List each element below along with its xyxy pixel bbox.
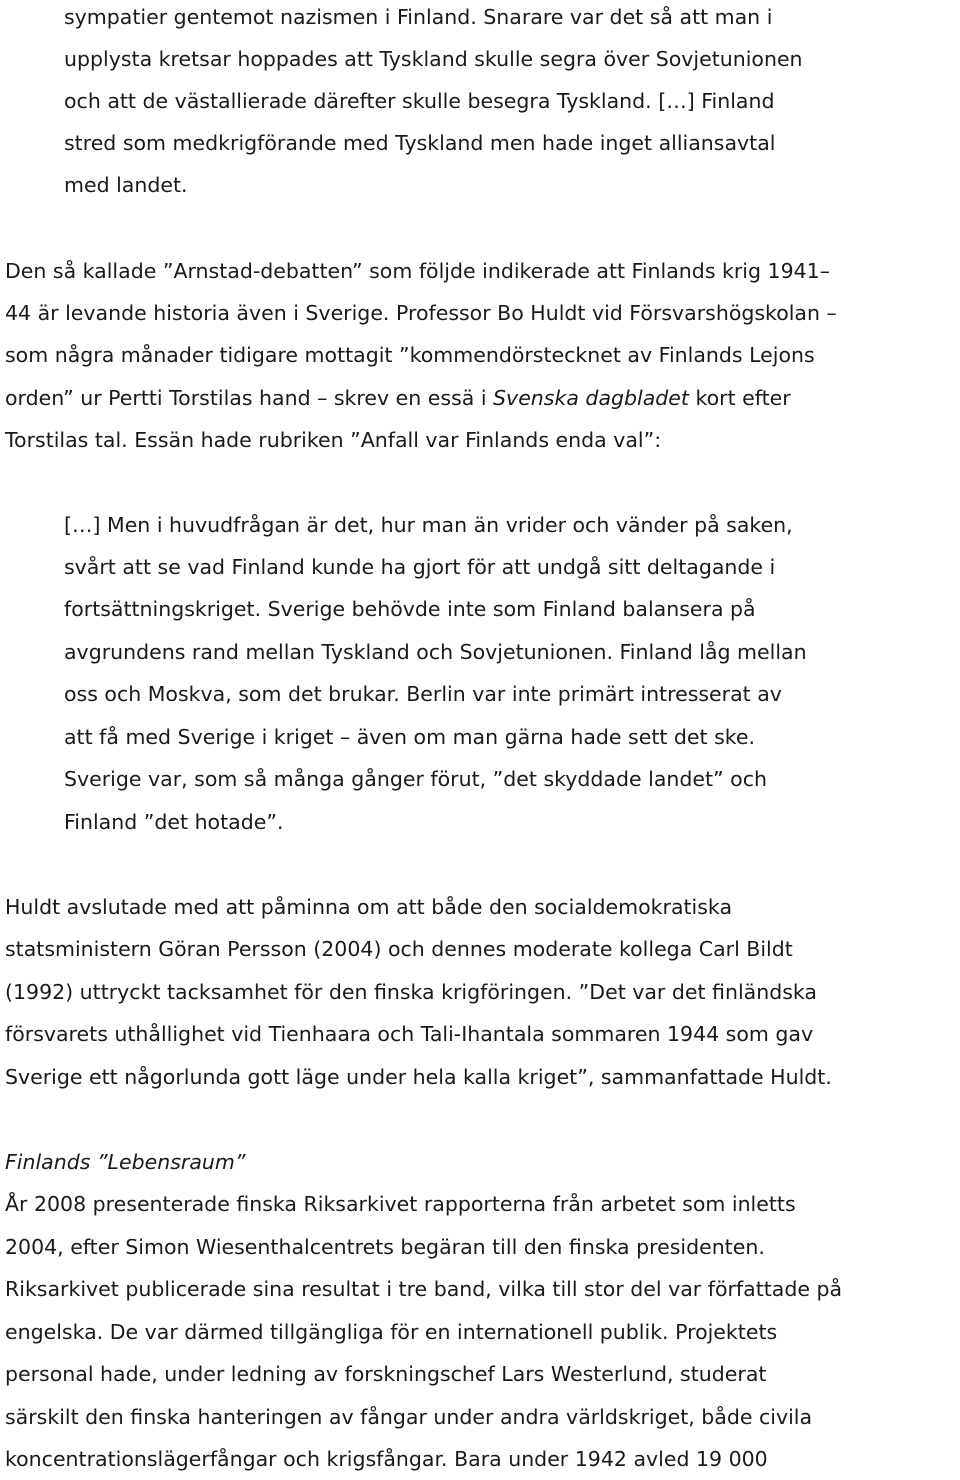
text-line: upplysta kretsar hoppades att Tyskland skulle segra över Sovjetunionen (64, 47, 803, 71)
text-line: med landet. (64, 173, 188, 197)
text-line: […] Men i huvudfrågan är det, hur man än vrider och vänder på saken, (64, 513, 793, 537)
text-line: Sverige var, som så många gånger förut, ”det skyddade landet” och (64, 767, 767, 791)
text-line: stred som medkrigförande med Tyskland men hade inget alliansavtal (64, 131, 776, 155)
text-line: svårt att se vad Finland kunde ha gjort för att undgå sitt deltagande i (64, 555, 776, 579)
section-heading-text: Finlands ”Lebensraum” (5, 1150, 246, 1174)
text-line: (1992) uttryckt tacksamhet för den finska krigföringen. ”Det var det finländska (5, 980, 817, 1004)
text-line: oss och Moskva, som det brukar. Berlin var inte primärt intresserat av (64, 682, 782, 706)
text-line: Riksarkivet publicerade sina resultat i tre band, vilka till stor del var författade på (5, 1277, 843, 1301)
text-line: fortsättningskriget. Sverige behövde inte som Finland balansera på (64, 597, 756, 621)
text-line: 2004, efter Simon Wiesenthalcentrets begäran till den finska presidenten. (5, 1235, 765, 1259)
text-line: Torstilas tal. Essän hade rubriken ”Anfall var Finlands enda val”: (5, 428, 662, 452)
text-line: Sverige ett någorlunda gott läge under hela kalla kriget”, sammanfattade Huldt. (5, 1065, 832, 1089)
text-line: sympatier gentemot nazismen i Finland. Snarare var det så att man i (64, 5, 773, 29)
text-line: koncentrationslägerfångar och krigsfångar. Bara under 1942 avled 19 000 (5, 1447, 768, 1471)
text-line: Den så kallade ”Arnstad-debatten” som följde indikerade att Finlands krig 1941– (5, 259, 830, 283)
text-line: engelska. De var därmed tillgängliga för en internationell publik. Projektets (5, 1320, 778, 1344)
text-line: försvarets uthållighet vid Tienhaara och Tali-Ihantala sommaren 1944 som gav (5, 1022, 814, 1046)
text-line: personal hade, under ledning av forskningschef Lars Westerlund, studerat (5, 1362, 767, 1386)
text-span: orden” ur Pertti Torstilas hand – skrev en essä i (5, 386, 494, 410)
text-line: och att de västallierade därefter skulle besegra Tyskland. […] Finland (64, 89, 775, 113)
text-line: 44 är levande historia även i Sverige. Professor Bo Huldt vid Försvarshögskolan – (5, 301, 837, 325)
newspaper-title: Svenska dagbladet (493, 386, 689, 410)
text-line: att få med Sverige i kriget – även om man gärna hade sett det ske. (64, 725, 756, 749)
text-span: kort efter (688, 386, 791, 410)
text-line: särskilt den finska hanteringen av fångar under andra världskriget, både civila (5, 1405, 813, 1429)
text-line: avgrundens rand mellan Tyskland och Sovjetunionen. Finland låg mellan (64, 640, 807, 664)
text-line (5, 377, 791, 419)
text-line: Finland ”det hotade”. (64, 810, 284, 834)
text-line: År 2008 presenterade finska Riksarkivet rapporterna från arbetet som inletts (5, 1192, 796, 1216)
text-line: Huldt avslutade med att påminna om att både den socialdemokratiska (5, 895, 733, 919)
text-line: som några månader tidigare mottagit ”kommendörstecknet av Finlands Lejons (5, 343, 815, 367)
text-line: statsministern Göran Persson (2004) och dennes moderate kollega Carl Bildt (5, 937, 793, 961)
